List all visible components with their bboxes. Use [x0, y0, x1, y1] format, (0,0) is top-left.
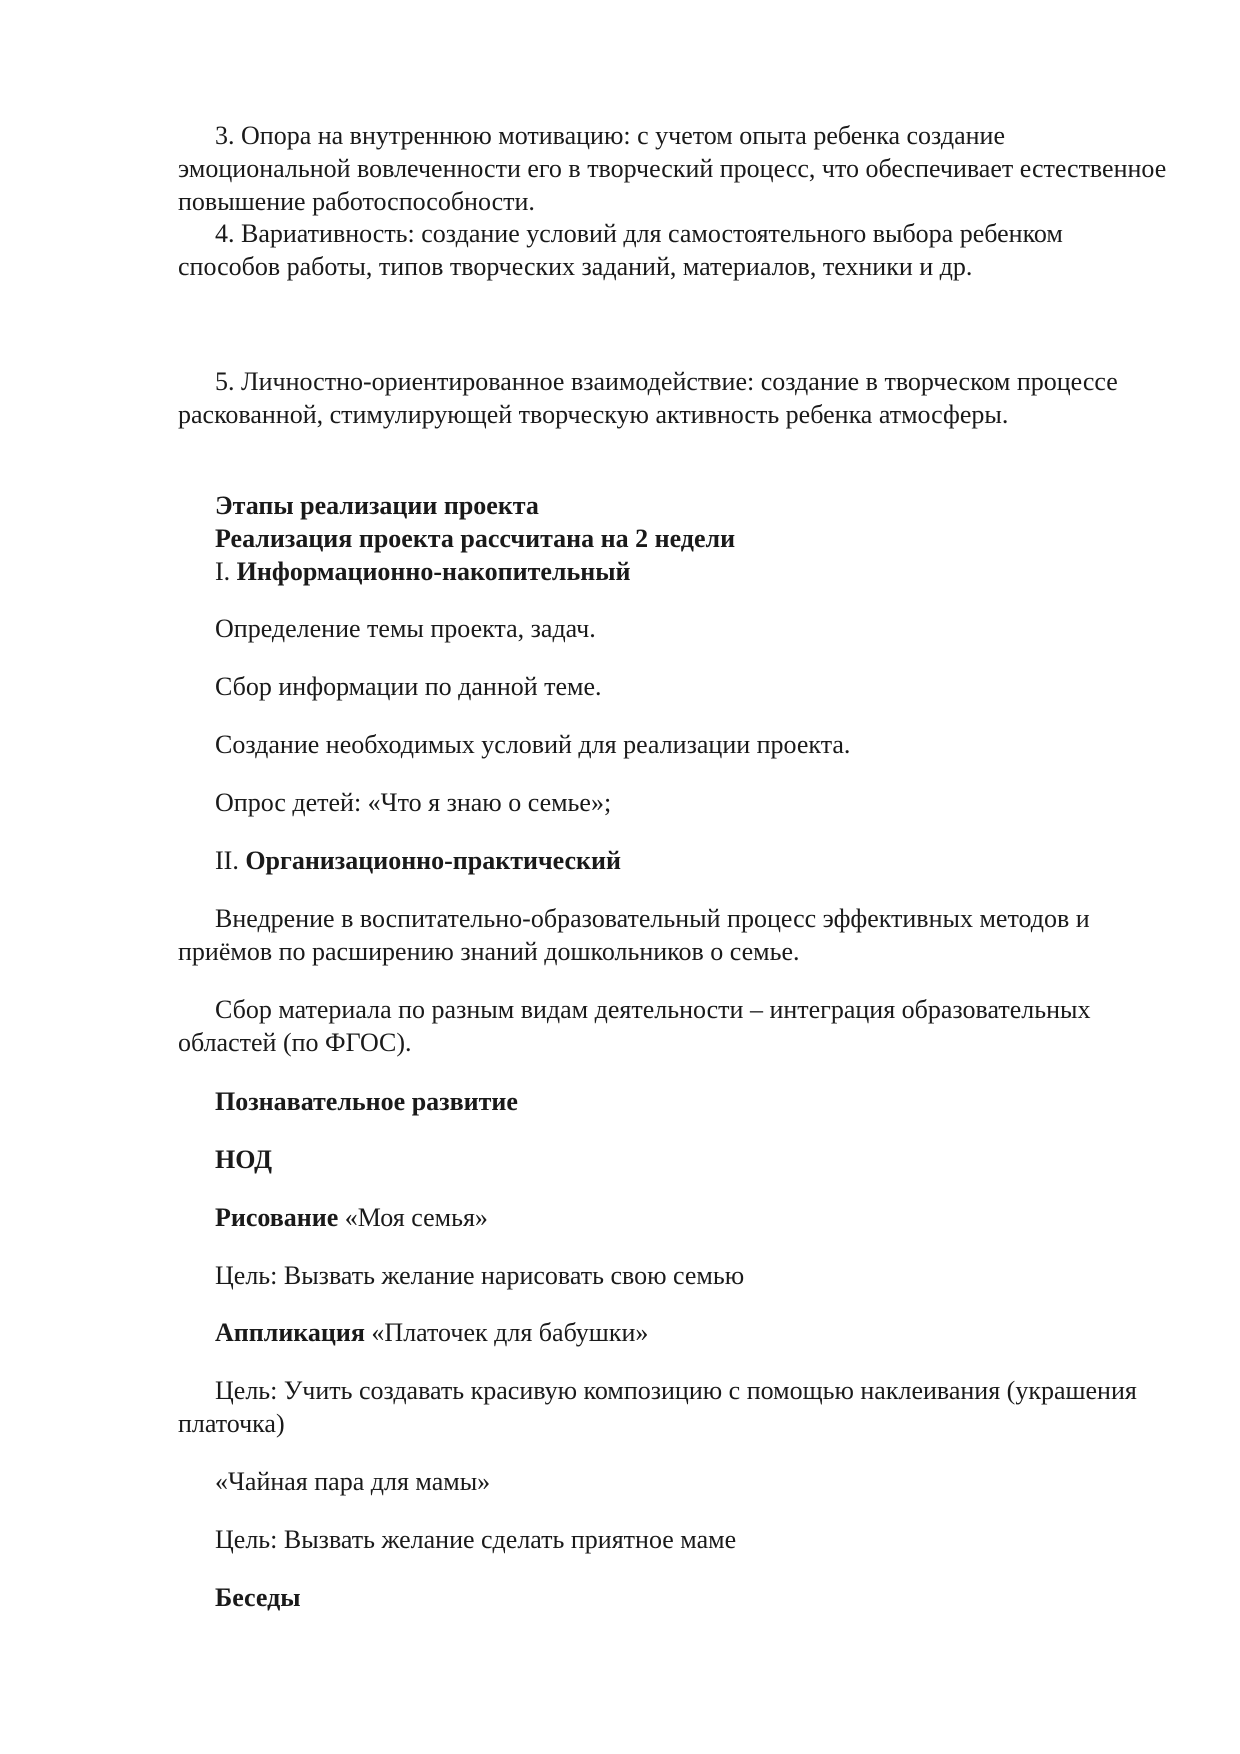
stage-1-heading — [178, 555, 1168, 588]
talks-heading: Беседы — [215, 1583, 301, 1612]
stages-heading: Этапы реализации проекта — [215, 491, 539, 520]
stage-2-paragraph: Внедрение в воспитательно-образовательный процесс эффективных методов и приёмов по расширению знаний дошкольников о семье. — [178, 904, 1090, 966]
cognitive-heading: Познавательное развитие — [215, 1087, 518, 1116]
drawing-activity — [178, 1201, 1168, 1234]
applique-title: «Платочек для бабушки» — [371, 1318, 649, 1347]
applique-activity — [178, 1316, 1168, 1349]
duration-heading: Реализация проекта рассчитана на 2 недели — [215, 524, 736, 553]
stage-1-item: Создание необходимых условий для реализации проекта. — [215, 730, 851, 759]
stage-2-numeral: II. — [215, 846, 239, 875]
stage-2-title: Организационно-практический — [245, 846, 621, 875]
drawing-title: «Моя семья» — [344, 1203, 488, 1232]
applique-goal: Цель: Учить создавать красивую композицию с помощью наклеивания (украшения платочка) — [178, 1376, 1137, 1438]
nod-heading: НОД — [215, 1145, 273, 1174]
applique-label: Аппликация — [215, 1318, 365, 1347]
tea-pair-goal: Цель: Вызвать желание сделать приятное маме — [215, 1525, 737, 1554]
stage-1-item: Сбор информации по данной теме. — [215, 672, 602, 701]
drawing-label: Рисование — [215, 1203, 339, 1232]
tea-pair-title: «Чайная пара для мамы» — [215, 1467, 491, 1496]
stage-2-paragraph: Сбор материала по разным видам деятельности – интеграция образовательных областей (по ФГОС). — [178, 995, 1091, 1057]
stage-1-item: Определение темы проекта, задач. — [215, 614, 596, 643]
stage-1-numeral: I. — [215, 557, 231, 586]
stage-1-item: Опрос детей: «Что я знаю о семье»; — [215, 788, 612, 817]
drawing-goal: Цель: Вызвать желание нарисовать свою семью — [215, 1261, 745, 1290]
stage-1-title: Информационно-накопительный — [236, 557, 631, 586]
principle-5: 5. Личностно-ориентированное взаимодействие: создание в творческом процессе раскованной, стимулирующей творческую активность ребенка атмосферы. — [178, 367, 1118, 429]
principle-3: 3. Опора на внутреннюю мотивацию: с учетом опыта ребенка создание эмоциональной вовлеченности его в творческий процесс, что обеспечивает естественное повышение работоспособности. — [178, 121, 1167, 216]
stage-2-heading — [178, 844, 1168, 877]
principle-4: 4. Вариативность: создание условий для самостоятельного выбора ребенком способов работы, типов творческих заданий, материалов, техники и др. — [178, 219, 1063, 281]
